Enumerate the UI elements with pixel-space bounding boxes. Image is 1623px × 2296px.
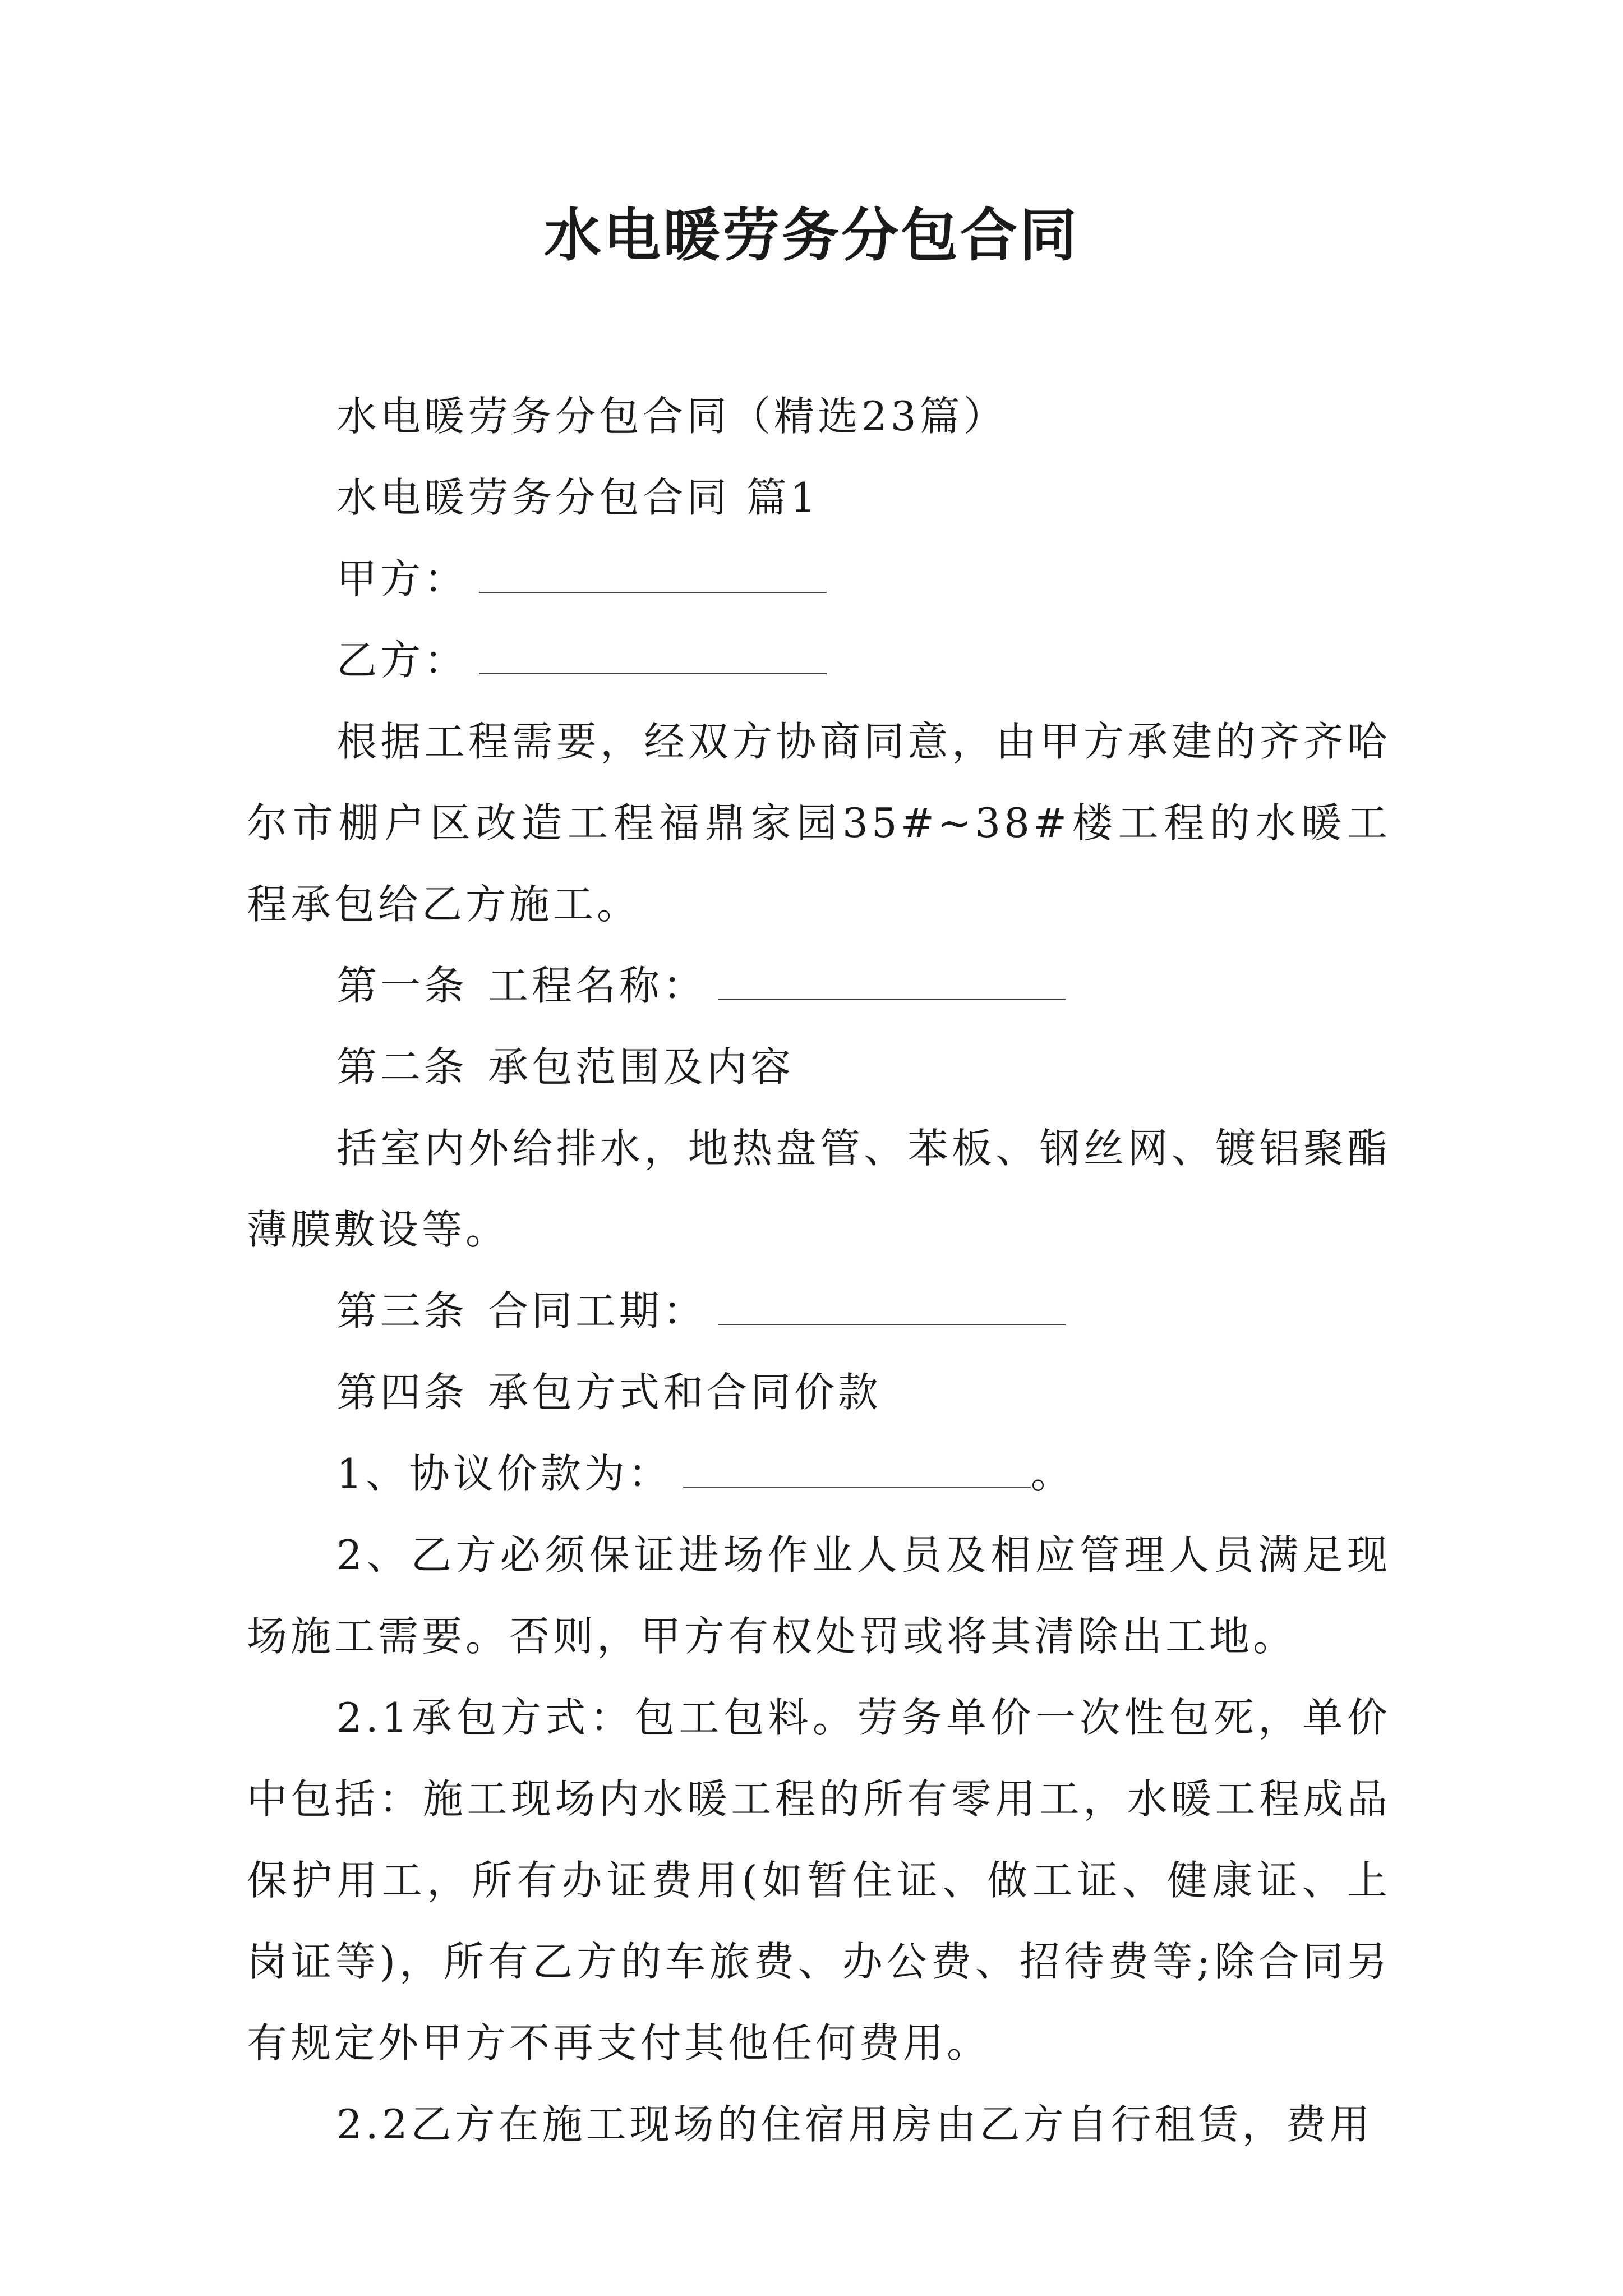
contract-period-blank [718,1287,1066,1325]
article-1-title: 工程名称： [488,962,707,1009]
article-3 [247,1271,1391,1352]
item-2: 2、乙方必须保证进场作业人员及相应管理人员满足现场施工需要。否则，甲方有权处罚或将其清除出工地。 [247,1531,1391,1660]
party-b-line [247,620,1391,701]
party-a-blank [479,555,827,593]
item-2-1: 2.1承包方式：包工包料。劳务单价一次性包死，单价中包括：施工现场内水暖工程的所有零用工，水暖工程成品保护用工，所有办证费用(如暂住证、做工证、健康证、上岗证等)，所有乙方的车旅费、办公费、招待费等;除合同另有规定外甲方不再支付其他任何费用。 [247,1694,1391,2067]
article-2-label: 第二条 [336,1043,468,1091]
section-heading: 水电暖劳务分包合同 篇1 [336,474,819,521]
party-a-line [247,539,1391,620]
document-body [247,376,1391,2165]
article-2 [247,1027,1391,1108]
item-1-end: 。 [1030,1450,1075,1497]
item-1 [247,1433,1391,1515]
intro-paragraph: 根据工程需要，经双方协商同意，由甲方承建的齐齐哈尔市棚户区改造工程福鼎家园35#~38#楼工程的水暖工程承包给乙方施工。 [247,718,1391,928]
article-4 [247,1352,1391,1433]
item-2-2: 2.2乙方在施工现场的住宿用房由乙方自行租赁，费用 [336,2101,1373,2148]
party-a-label: 甲方： [336,555,468,602]
item-1-label: 1、协议价款为： [336,1450,672,1497]
party-b-blank [479,636,827,674]
article-1-label: 第一条 [336,962,468,1009]
party-b-label: 乙方： [336,637,468,684]
document-subtitle: 水电暖劳务分包合同（精选23篇） [336,393,1007,440]
article-3-label: 第三条 [336,1287,468,1335]
article-2-title: 承包范围及内容 [488,1043,795,1091]
price-blank [683,1450,1031,1488]
document-title: 水电暖劳务分包合同 [544,202,1079,269]
article-4-title: 承包方式和合同价款 [488,1369,882,1416]
article-4-label: 第四条 [336,1369,468,1416]
article-3-title: 合同工期： [488,1287,707,1335]
article-1 [247,945,1391,1027]
article-2-body: 括室内外给排水，地热盘管、苯板、钢丝网、镀铝聚酯薄膜敷设等。 [247,1125,1391,1253]
project-name-blank [718,961,1066,1000]
